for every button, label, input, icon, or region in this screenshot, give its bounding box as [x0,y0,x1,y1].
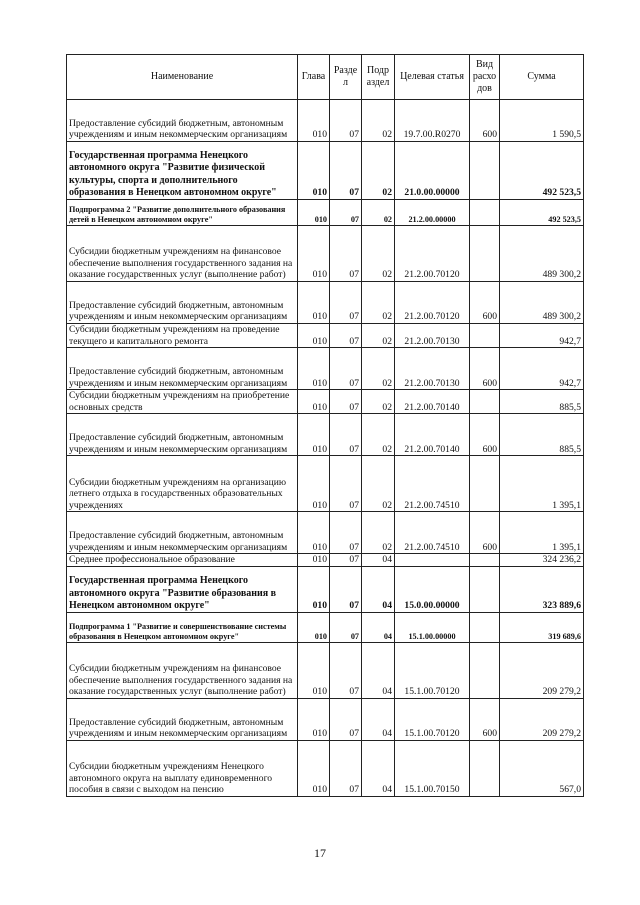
row-subsection: 02 [362,512,395,554]
row-section: 07 [330,100,362,142]
row-name: Предоставление субсидий бюджетным, автономным учреждениям и иным некоммерческим организациям [67,282,298,324]
row-target: 21.2.00.70140 [395,414,470,456]
row-name: Предоставление субсидий бюджетным, автономным учреждениям и иным некоммерческим организациям [67,414,298,456]
row-name: Субсидии бюджетным учреждениям на проведение текущего и капитального ремонта [67,324,298,348]
row-target: 21.2.00.70130 [395,348,470,390]
row-target: 19.7.00.R0270 [395,100,470,142]
row-section: 07 [330,226,362,282]
row-amount: 567,0 [500,740,584,796]
row-subsection: 02 [362,200,395,226]
row-amount: 1 395,1 [500,456,584,512]
row-target: 21.0.00.00000 [395,142,470,200]
header-section: Разде л [330,55,362,100]
table-row [67,324,584,348]
row-chapter: 010 [298,612,330,642]
row-amount: 492 523,5 [500,200,584,226]
row-name: Предоставление субсидий бюджетным, автономным учреждениям и иным некоммерческим организациям [67,100,298,142]
row-type: 600 [470,100,500,142]
row-chapter: 010 [298,740,330,796]
row-amount: 1 590,5 [500,100,584,142]
row-chapter: 010 [298,226,330,282]
row-subsection: 04 [362,698,395,740]
row-type: 600 [470,414,500,456]
row-amount: 319 689,6 [500,612,584,642]
row-target: 15.1.00.70120 [395,698,470,740]
row-subsection: 02 [362,226,395,282]
row-section: 07 [330,200,362,226]
row-name: Государственная программа Ненецкого автономного округа "Развитие образования в Ненецком автономном округе" [67,566,298,612]
row-section: 07 [330,324,362,348]
row-subsection: 02 [362,324,395,348]
table-row [67,642,584,698]
row-chapter: 010 [298,390,330,414]
row-subsection: 02 [362,282,395,324]
row-amount: 323 889,6 [500,566,584,612]
row-chapter: 010 [298,100,330,142]
table-row [67,390,584,414]
row-section: 07 [330,698,362,740]
row-subsection: 04 [362,612,395,642]
table-row [67,698,584,740]
row-type [470,740,500,796]
table-row [67,142,584,200]
row-name: Подпрограмма 1 "Развитие и совершенствование системы образования в Ненецком автономном округе" [67,612,298,642]
row-chapter: 010 [298,642,330,698]
row-section: 07 [330,554,362,567]
table-row [67,348,584,390]
row-amount: 942,7 [500,324,584,348]
row-chapter: 010 [298,142,330,200]
row-name: Субсидии бюджетным учреждениям Ненецкого автономного округа на выплату единовременного пособия в связи с выходом на пенсию [67,740,298,796]
row-section: 07 [330,142,362,200]
row-target: 15.1.00.00000 [395,612,470,642]
row-subsection: 04 [362,740,395,796]
row-section: 07 [330,456,362,512]
row-chapter: 010 [298,566,330,612]
header-amount: Сумма [500,55,584,100]
row-type [470,642,500,698]
row-amount: 1 395,1 [500,512,584,554]
row-subsection: 02 [362,414,395,456]
table-header-row [67,55,584,100]
table-row [67,226,584,282]
row-subsection: 02 [362,456,395,512]
row-chapter: 010 [298,512,330,554]
row-section: 07 [330,282,362,324]
row-type [470,324,500,348]
row-type [470,142,500,200]
row-target: 21.2.00.70120 [395,282,470,324]
row-target [395,554,470,567]
row-section: 07 [330,566,362,612]
header-target: Целевая статья [395,55,470,100]
budget-table [66,54,584,797]
row-section: 07 [330,612,362,642]
row-chapter: 010 [298,282,330,324]
table-row [67,100,584,142]
row-target: 15.0.00.00000 [395,566,470,612]
row-name: Субсидии бюджетным учреждениям на приобретение основных средств [67,390,298,414]
row-target: 21.2.00.00000 [395,200,470,226]
table-body [67,100,584,797]
row-subsection: 02 [362,348,395,390]
page-number: 17 [314,846,326,860]
row-type [470,200,500,226]
row-target: 21.2.00.74510 [395,456,470,512]
row-type: 600 [470,348,500,390]
row-section: 07 [330,740,362,796]
row-section: 07 [330,414,362,456]
row-amount: 942,7 [500,348,584,390]
row-name: Предоставление субсидий бюджетным, автономным учреждениям и иным некоммерческим организациям [67,698,298,740]
table-row [67,200,584,226]
row-amount: 885,5 [500,414,584,456]
table-row [67,282,584,324]
row-name: Государственная программа Ненецкого автономного округа "Развитие физической культуры, спорта и дополнительного образования в Ненецком автономном округе" [67,142,298,200]
row-amount: 209 279,2 [500,698,584,740]
table-row [67,740,584,796]
row-type [470,566,500,612]
row-type [470,554,500,567]
row-section: 07 [330,512,362,554]
row-section: 07 [330,390,362,414]
row-name: Подпрограмма 2 "Развитие дополнительного образования детей в Ненецком автономном округе" [67,200,298,226]
row-amount: 489 300,2 [500,226,584,282]
row-amount: 885,5 [500,390,584,414]
row-amount: 209 279,2 [500,642,584,698]
table-row [67,414,584,456]
table-row [67,554,584,567]
row-type [470,456,500,512]
table-row [67,456,584,512]
row-subsection: 02 [362,142,395,200]
header-name: Наименование [67,55,298,100]
row-subsection: 02 [362,100,395,142]
row-amount: 492 523,5 [500,142,584,200]
row-section: 07 [330,348,362,390]
row-name: Предоставление субсидий бюджетным, автономным учреждениям и иным некоммерческим организациям [67,512,298,554]
row-target: 15.1.00.70150 [395,740,470,796]
row-section: 07 [330,642,362,698]
row-type: 600 [470,512,500,554]
table-row [67,566,584,612]
row-target: 21.2.00.70130 [395,324,470,348]
row-type: 600 [470,282,500,324]
row-name: Субсидии бюджетным учреждениям на организацию летнего отдыха в государственных образовательных учреждениях [67,456,298,512]
row-target: 21.2.00.70140 [395,390,470,414]
row-type [470,612,500,642]
row-chapter: 010 [298,456,330,512]
row-chapter: 010 [298,200,330,226]
header-chapter: Глава [298,55,330,100]
row-chapter: 010 [298,414,330,456]
row-type [470,226,500,282]
row-chapter: 010 [298,348,330,390]
row-name: Субсидии бюджетным учреждениям на финансовое обеспечение выполнения государственного задания на оказание государственных услуг (выполнение работ) [67,226,298,282]
row-amount: 324 236,2 [500,554,584,567]
row-chapter: 010 [298,324,330,348]
row-subsection: 02 [362,390,395,414]
row-chapter: 010 [298,698,330,740]
row-name: Субсидии бюджетным учреждениям на финансовое обеспечение выполнения государственного задания на оказание государственных услуг (выполнение работ) [67,642,298,698]
row-subsection: 04 [362,642,395,698]
header-type: Вид расхо дов [470,55,500,100]
row-name: Предоставление субсидий бюджетным, автономным учреждениям и иным некоммерческим организациям [67,348,298,390]
table-row [67,612,584,642]
table-row [67,512,584,554]
row-target: 21.2.00.74510 [395,512,470,554]
row-chapter: 010 [298,554,330,567]
row-type: 600 [470,698,500,740]
row-subsection: 04 [362,554,395,567]
header-subsection: Подр аздел [362,55,395,100]
row-target: 15.1.00.70120 [395,642,470,698]
row-subsection: 04 [362,566,395,612]
row-type [470,390,500,414]
row-target: 21.2.00.70120 [395,226,470,282]
row-amount: 489 300,2 [500,282,584,324]
row-name: Среднее профессиональное образование [67,554,298,567]
